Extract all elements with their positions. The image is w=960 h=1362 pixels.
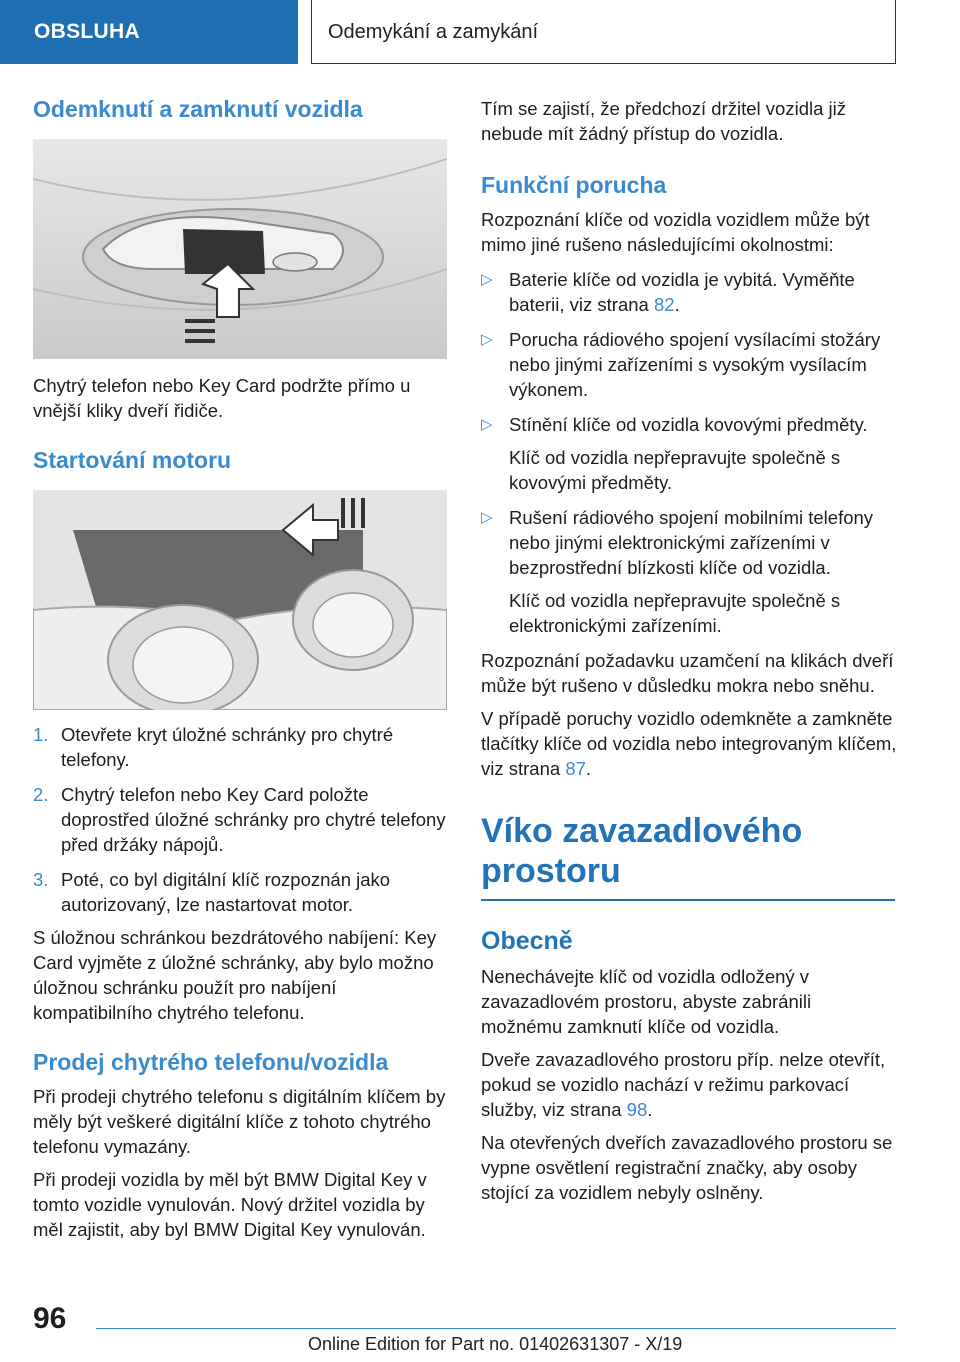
bullet-battery — [481, 267, 897, 317]
bullet-radio-masts — [481, 327, 897, 402]
step-1 — [33, 722, 449, 772]
sale-text-vehicle: Při prodeji vozidla by měl být BMW Digital Key v tomto vozidle vynulován. Nový držitel vozidla by měl zajistit, aby byl BMW Digital Key vynulován. — [33, 1169, 427, 1240]
triangle-bullet-icon: ▷ — [481, 331, 493, 348]
step-3 — [33, 867, 449, 917]
wireless-charging-text: S úložnou schránkou bezdrátového nabíjení: Key Card vyjměte z úložné schránky, aby bylo možno úložnou schránku použít pro nabíjení kompatibilního chytrého telefonu. — [33, 927, 437, 1023]
heading-start: Startování motoru — [33, 447, 232, 473]
left-column — [33, 96, 449, 1242]
bullet-text: Baterie klíče od vozidla je vybitá. Vyměňte baterii, viz strana — [509, 269, 855, 315]
heading-fault: Funkční porucha — [481, 172, 667, 198]
right-column — [481, 96, 897, 1205]
bullet-text: Porucha rádiového spojení vysílacími stožáry nebo jinými zařízeními s vysokým vysílacím výkonem. — [509, 329, 881, 400]
step-2 — [33, 782, 449, 857]
sub-note-metal: Klíč od vozidla nepřepravujte společně s kovovými předměty. — [509, 447, 841, 493]
start-steps — [33, 722, 449, 917]
step-text: Otevřete kryt úložné schránky pro chytré telefony. — [61, 724, 394, 770]
heading-sale: Prodej chytrého telefonu/vozidla — [33, 1049, 389, 1075]
fault-case-body: V případě poruchy vozidlo odemkněte a zamkněte tlačítky klíče od vozidla nebo integrovaným klíčem, viz strana — [481, 708, 897, 779]
footer-edition: Online Edition for Part no. 01402631307 - X/19 — [308, 1334, 683, 1354]
page-number: 96 — [33, 1302, 67, 1335]
footer-divider — [96, 1328, 896, 1329]
step-number: 3. — [33, 869, 49, 890]
heading-trunk-lid: Víko zavazadlového prostoru — [481, 811, 895, 901]
general-text-2 — [481, 1047, 897, 1122]
triangle-bullet-icon: ▷ — [481, 416, 493, 433]
general-text-2-body: Dveře zavazadlového prostoru příp. nelze otevřít, pokud se vozidlo nachází v režimu parkovací služby, viz strana — [481, 1049, 886, 1120]
sale-text-phone: Při prodeji chytrého telefonu s digitálním klíčem by měly být veškeré digitální klíče z tohoto chytrého telefonu vymazány. — [33, 1086, 446, 1157]
section-tab: OBSLUHA — [0, 0, 298, 64]
step-number: 2. — [33, 784, 49, 805]
step-text: Chytrý telefon nebo Key Card položte doprostřed úložné schránky pro chytré telefony před držáky nápojů. — [61, 784, 446, 855]
bullet-text: Rušení rádiového spojení mobilními telefony nebo jinými elektronickými zařízeními v bezprostřední blízkosti klíče od vozidla. — [509, 507, 874, 578]
general-text-3: Na otevřených dveřích zavazadlového prostoru se vypne osvětlení registrační značky, aby osoby stojící za vozidlem nebyly oslněny. — [481, 1132, 893, 1203]
continued-text: Tím se zajistí, že předchozí držitel vozidla již nebude mít žádný přístup do vozidla. — [481, 98, 846, 144]
fault-case-text — [481, 706, 897, 781]
lock-request-text: Rozpoznání požadavku uzamčení na klikách dveří může být rušeno v důsledku mokra nebo sněhu. — [481, 650, 894, 696]
heading-unlock: Odemknutí a zamknutí vozidla — [33, 96, 363, 122]
page-link[interactable]: 87 — [565, 758, 586, 779]
door-handle-image — [33, 139, 447, 359]
chapter-title: Odemykání a zamykání — [311, 0, 896, 64]
phone-tray-image — [33, 490, 447, 710]
page-link[interactable]: 98 — [626, 1099, 648, 1120]
general-text-1: Nenechávejte klíč od vozidla odložený v zavazadlovém prostoru, abyste zabránili možnému zamknutí klíče od vozidla. — [481, 966, 812, 1037]
fault-intro: Rozpoznání klíče od vozidla vozidlem může být mimo jiné rušeno následujícími okolnostmi: — [481, 209, 870, 255]
sub-note-electronics: Klíč od vozidla nepřepravujte společně s elektronickými zařízeními. — [509, 590, 841, 636]
step-number: 1. — [33, 724, 49, 745]
unlock-text: Chytrý telefon nebo Key Card podržte přímo u vnější kliky dveří řidiče. — [33, 375, 411, 421]
fault-case-punct: . — [585, 758, 592, 779]
bullet-punct: . — [674, 294, 680, 315]
triangle-bullet-icon: ▷ — [481, 509, 493, 526]
triangle-bullet-icon: ▷ — [481, 271, 493, 288]
page-link[interactable]: 82 — [653, 294, 675, 315]
bullet-shielding — [481, 412, 897, 437]
general-text-2-punct: . — [647, 1099, 653, 1120]
heading-general: Obecně — [481, 927, 573, 955]
bullet-text: Stínění klíče od vozidla kovovými předměty. — [509, 414, 868, 435]
step-text: Poté, co byl digitální klíč rozpoznán jako autorizovaný, lze nastartovat motor. — [61, 869, 391, 915]
bullet-mobile-interference — [481, 505, 897, 580]
